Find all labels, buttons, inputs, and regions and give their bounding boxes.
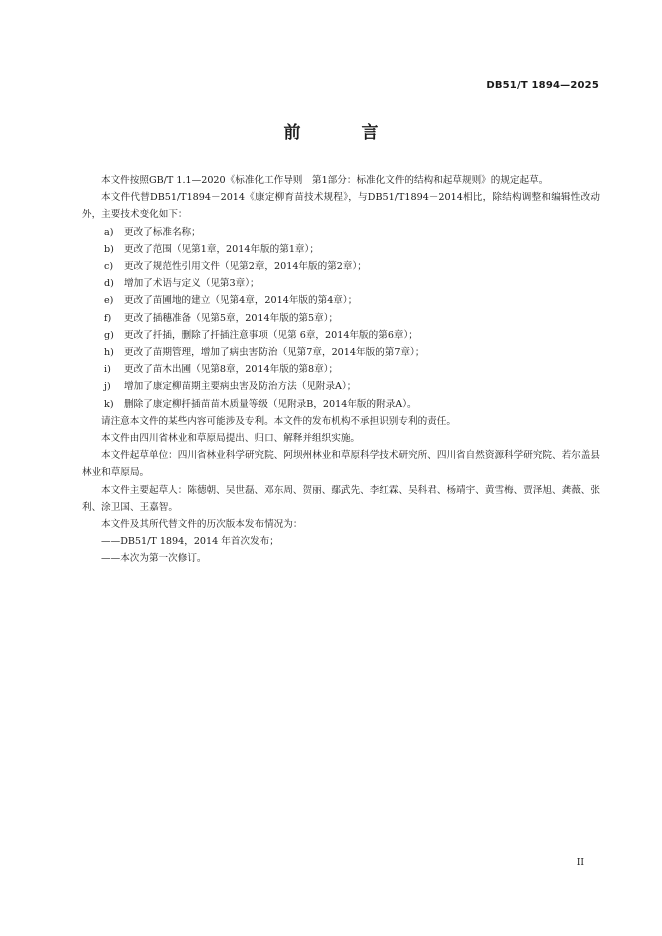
history-item: ——DB51/T 1894，2014 年首次发布； xyxy=(101,536,279,548)
changes-list xyxy=(82,224,600,413)
list-item xyxy=(82,310,600,327)
list-item-letter: b) xyxy=(104,243,114,255)
list-item-text: 更改了范围（见第1章，2014年版的第1章）； xyxy=(124,243,319,255)
list-item xyxy=(82,361,600,378)
history-item: ——本次为第一次修订。 xyxy=(101,553,207,565)
list-item-letter: c) xyxy=(104,261,114,273)
list-item xyxy=(82,241,600,258)
list-item-letter: f) xyxy=(104,312,112,324)
list-item xyxy=(82,258,600,275)
list-item xyxy=(82,224,600,241)
list-item-text: 增加了康定柳苗期主要病虫害及防治方法（见附录A）； xyxy=(124,381,357,393)
list-item-text: 更改了苗圃地的建立（见第4章，2014年版的第4章）； xyxy=(124,295,358,307)
list-item xyxy=(82,396,600,413)
list-item-letter: j) xyxy=(104,381,111,393)
list-item-letter: i) xyxy=(104,364,111,376)
paragraph-proposer: 本文件由四川省林业和草原局提出、归口、解释并组织实施。 xyxy=(101,433,361,445)
page-number: II xyxy=(576,858,584,868)
list-item-letter: h) xyxy=(104,347,114,359)
list-item-letter: e) xyxy=(104,295,114,307)
list-item-letter: g) xyxy=(104,329,114,341)
foreword-body xyxy=(82,172,600,568)
paragraph-drafters: 本文件主要起草人：陈德朝、吴世磊、邓东周、贺丽、鄢武先、李红霖、吴科君、杨靖宇、黄雪梅、贾泽旭、龚薇、张利、涂卫国、王嘉智。 xyxy=(82,484,600,513)
list-item xyxy=(82,378,600,395)
paragraph-replacement: 本文件代替DB51/T1894－2014《康定柳育苗技术规程》，与DB51/T1894－2014相比，除结构调整和编辑性改动外，主要技术变化如下： xyxy=(82,192,600,221)
list-item-text: 更改了苗木出圃（见第8章，2014年版的第8章）； xyxy=(124,364,339,376)
list-item-text: 删除了康定柳扦插苗苗木质量等级（见附录B，2014年版的附录A）。 xyxy=(124,398,417,410)
list-item-letter: k) xyxy=(104,398,114,410)
list-item xyxy=(82,275,600,292)
paragraph-history-intro: 本文件及其所代替文件的历次版本发布情况为： xyxy=(101,519,303,531)
document-code: DB51/T 1894—2025 xyxy=(486,80,599,91)
list-item-text: 更改了扦插，删除了扦插注意事项（见第 6章，2014年版的第6章）； xyxy=(124,329,418,341)
list-item-text: 更改了插穗准备（见第5章，2014年版的第5章）； xyxy=(124,312,339,324)
list-item-text: 更改了苗期管理，增加了病虫害防治（见第7章，2014年版的第7章）； xyxy=(124,347,425,359)
paragraph-drafting-units: 本文件起草单位：四川省林业科学研究院、阿坝州林业和草原科学技术研究所、四川省自然资源科学研究院、若尔盖县林业和草原局。 xyxy=(82,450,600,479)
list-item-letter: d) xyxy=(104,278,114,290)
list-item xyxy=(82,344,600,361)
list-item-text: 更改了规范性引用文件（见第2章，2014年版的第2章）； xyxy=(124,261,367,273)
list-item-text: 更改了标准名称； xyxy=(124,226,201,238)
list-item-text: 增加了术语与定义（见第3章）； xyxy=(124,278,260,290)
paragraph-drafting-basis: 本文件按照GB/T 1.1—2020《标准化工作导则 第1部分：标准化文件的结构和起草规则》的规定起草。 xyxy=(101,175,549,186)
paragraph-patent-notice: 请注意本文件的某些内容可能涉及专利。本文件的发布机构不承担识别专利的责任。 xyxy=(101,415,456,427)
page-title: 前 言 xyxy=(283,123,401,143)
list-item xyxy=(82,327,600,344)
list-item-letter: a) xyxy=(104,226,114,238)
list-item xyxy=(82,292,600,309)
